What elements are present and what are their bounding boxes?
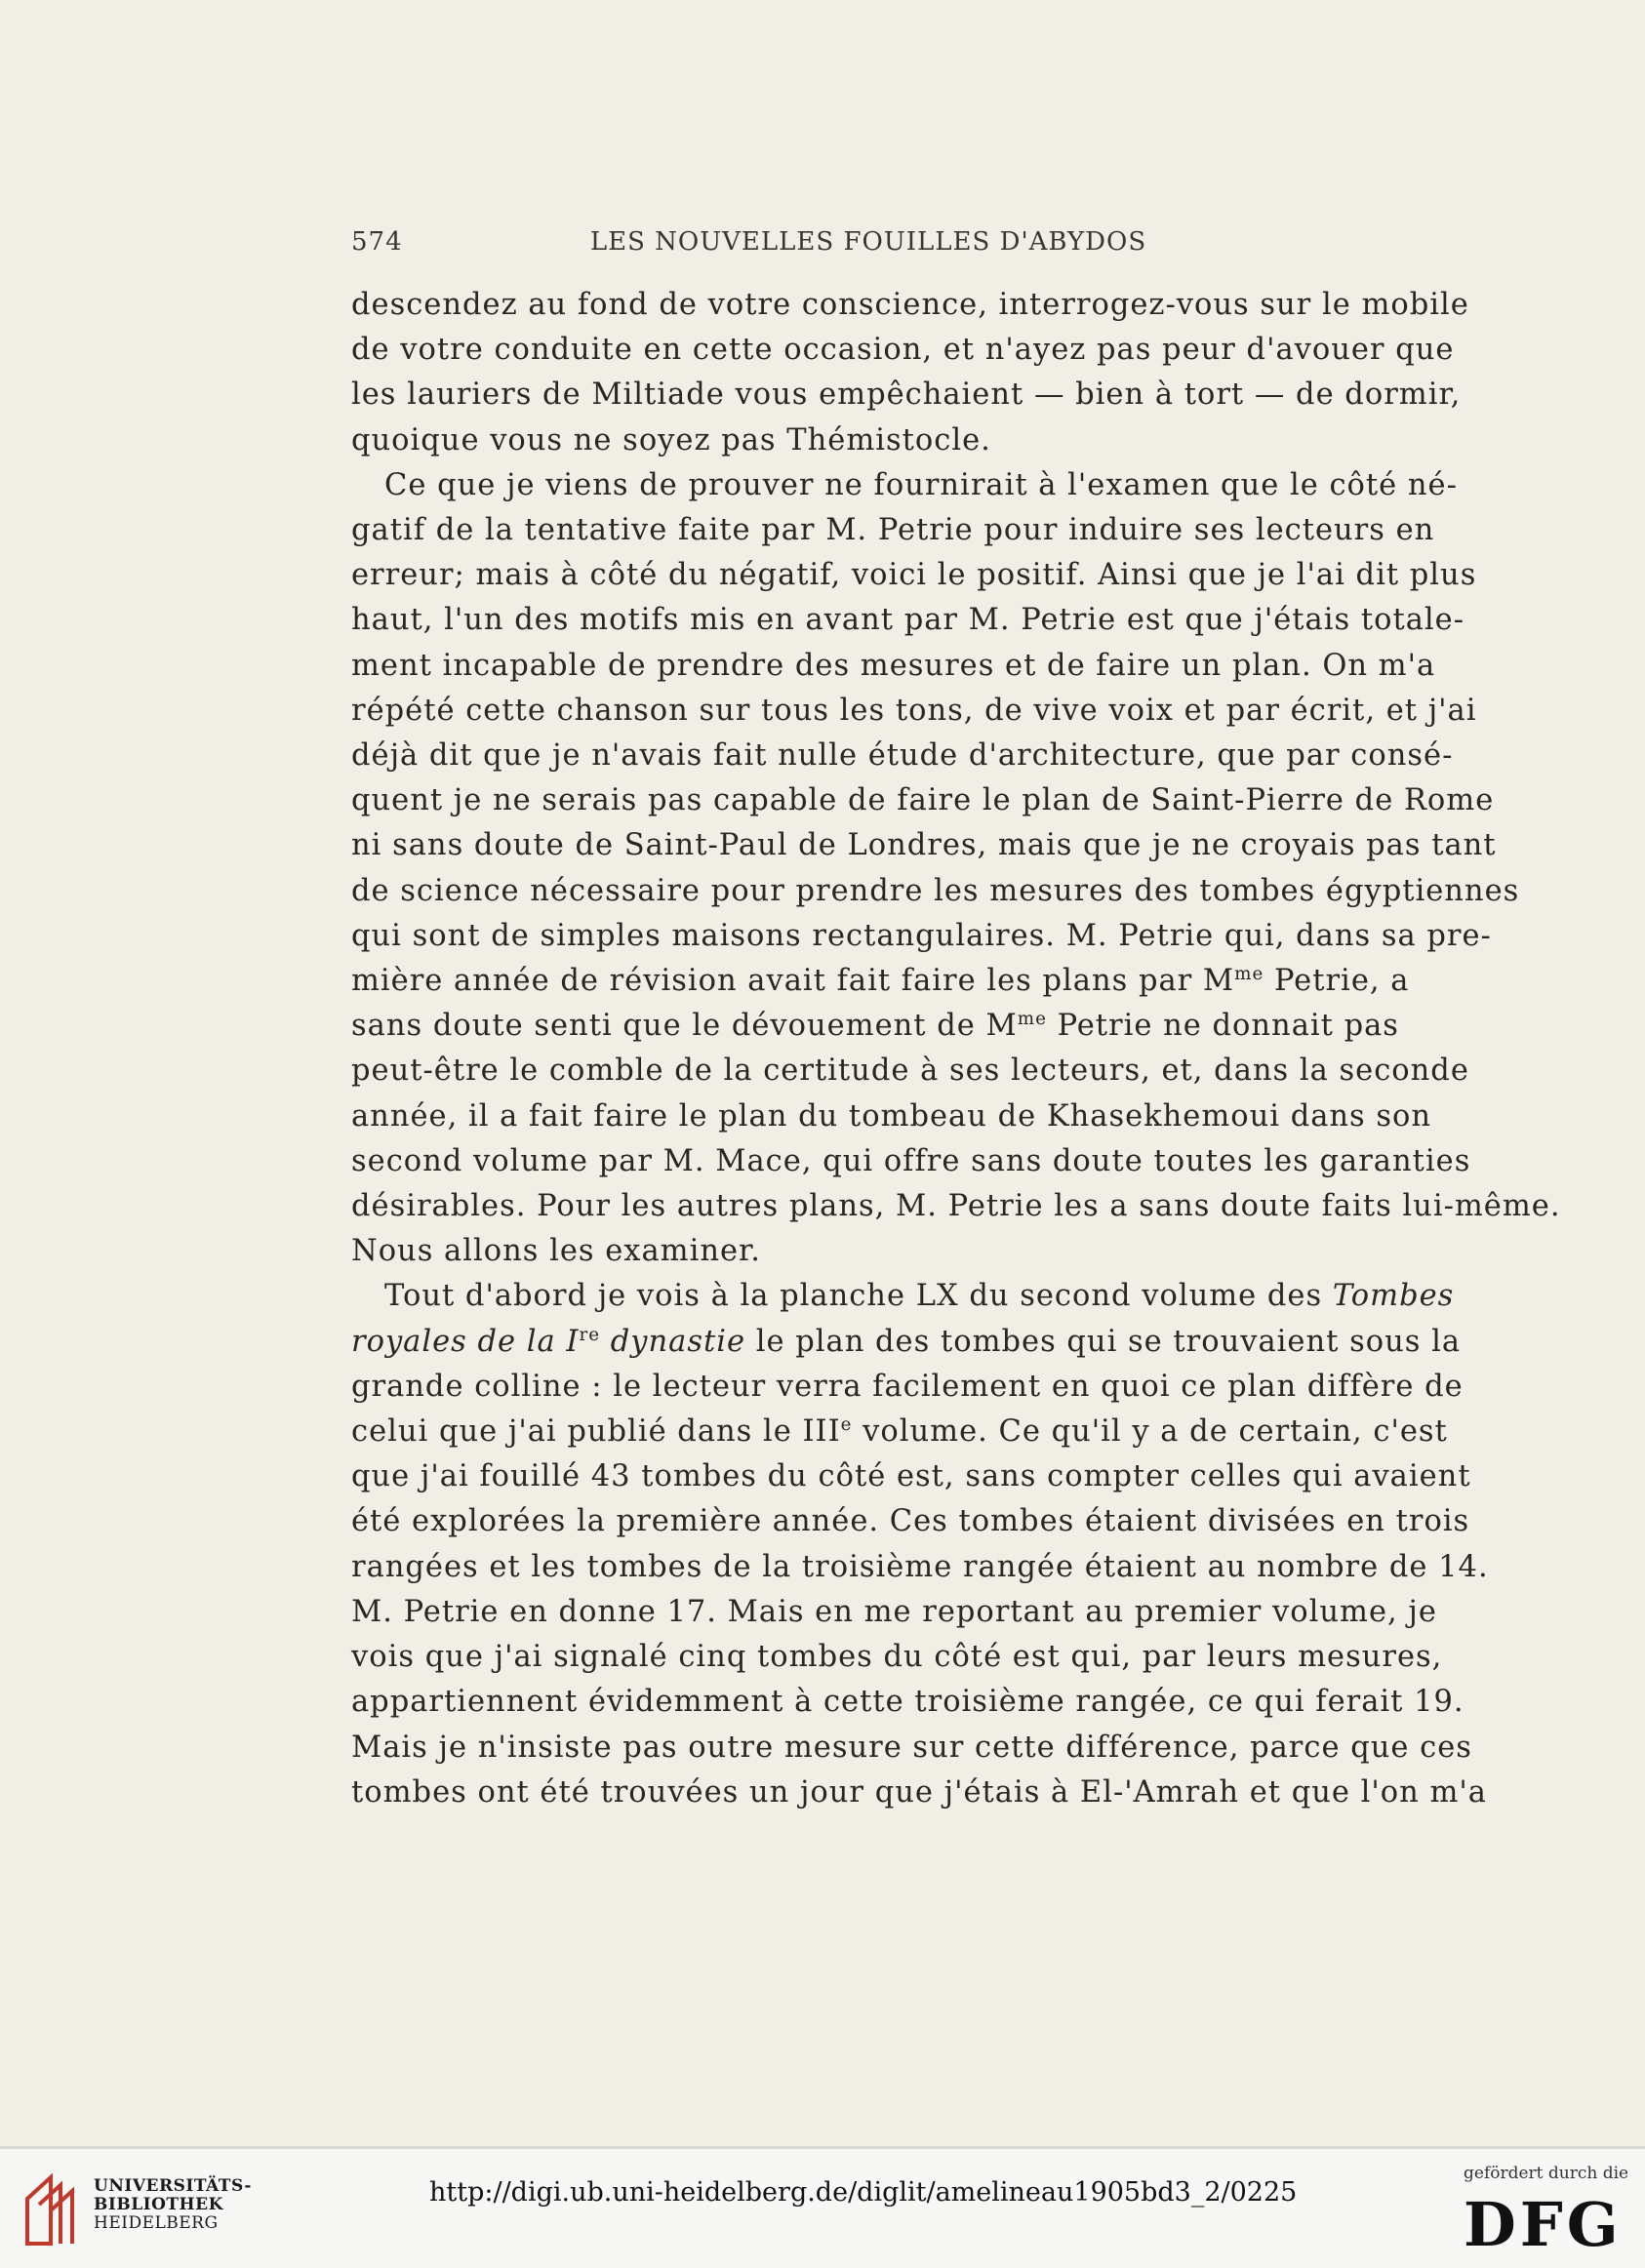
library-name-line: HEIDELBERG (94, 2213, 219, 2233)
text-line: désirables. Pour les autres plans, M. Petrie les a sans doute faits lui-même. (351, 1189, 1561, 1224)
text-line: les lauriers de Miltiade vous empêchaient — bien à tort — de dormir, (351, 378, 1462, 413)
text-line: haut, l'un des motifs mis en avant par M. Petrie est que j'étais totale- (351, 603, 1465, 638)
text-line: tombes ont été trouvées un jour que j'étais à El-'Amrah et que l'on m'a (351, 1774, 1487, 1810)
funding-caption: gefördert durch die (1464, 2164, 1629, 2183)
text-line: erreur; mais à côté du négatif, voici le positif. Ainsi que je l'ai dit plus (351, 558, 1477, 593)
text-line: gatif de la tentative faite par M. Petrie pour induire ses lecteurs en (351, 513, 1435, 548)
paragraph (351, 283, 1469, 463)
library-name-line: BIBLIOTHEK (94, 2195, 223, 2214)
paragraph (351, 463, 1561, 1275)
text-line: Mais je n'insiste pas outre mesure sur cette différence, parce que ces (351, 1730, 1472, 1765)
text-line: Tout d'abord je vois à la planche LX du second volume des Tombes (384, 1279, 1455, 1314)
text-line: été explorées la première année. Ces tombes étaient divisées en trois (351, 1504, 1470, 1539)
text-line: ni sans doute de Saint-Paul de Londres, mais que je ne croyais pas tant (351, 828, 1497, 863)
text-line: répété cette chanson sur tous les tons, de vive voix et par écrit, et j'ai (351, 693, 1477, 728)
body-text (351, 283, 1561, 1815)
text-line: quent je ne serais pas capable de faire le plan de Saint-Pierre de Rome (351, 783, 1495, 818)
text-line: qui sont de simples maisons rectangulaires. M. Petrie qui, dans sa pre- (351, 918, 1492, 953)
page-number: 574 (351, 227, 403, 257)
text-line: de science nécessaire pour prendre les mesures des tombes égyptiennes (351, 873, 1520, 908)
text-line: descendez au fond de votre conscience, interrogez-vous sur le mobile (351, 288, 1469, 322)
footer-divider (0, 2146, 1645, 2149)
university-library-name (94, 2177, 252, 2233)
text-line: Ce que je viens de prouver ne fournirait à l'examen que le côté né- (384, 467, 1458, 502)
text-line: année, il a fait faire le plan du tombeau de Khasekhemoui dans son (351, 1098, 1432, 1134)
text-line: peut-être le comble de la certitude à ses lecteurs, et, dans la seconde (351, 1054, 1469, 1089)
text-line: Nous allons les examiner. (351, 1234, 761, 1269)
text-line: mière année de révision avait fait faire les plans par $M^{me}$ Petrie, a (351, 964, 1410, 999)
dfg-logo: DFG (1464, 2189, 1623, 2260)
text-line: de votre conduite en cette occasion, et n'ayez pas peur d'avouer que (351, 333, 1455, 368)
text-line: rangées et les tombes de la troisième rangée étaient au nombre de 14. (351, 1549, 1489, 1584)
text-line: sans doute senti que le dévouement de $M^{me}$ Petrie ne donnait pas (351, 1009, 1399, 1044)
text-line: grande colline : le lecteur verra facilement en quoi ce plan diffère de (351, 1369, 1464, 1404)
text-line: appartiennent évidemment à cette troisième rangée, ce qui ferait 19. (351, 1685, 1464, 1720)
library-name-line: UNIVERSITÄTS- (94, 2176, 252, 2196)
text-line: quoique vous ne soyez pas Thémistocle. (351, 422, 991, 458)
text-line: royales de la Ire dynastie le plan des tombes qui se trouvaient sous la (351, 1324, 1462, 1359)
page-header (351, 227, 1385, 266)
text-line: celui que j'ai publié dans le IIIe volume. Ce qu'il y a de certain, c'est (351, 1414, 1448, 1450)
running-title: LES NOUVELLES FOUILLES D'ABYDOS (589, 227, 1147, 257)
university-library-logo-icon (21, 2171, 82, 2249)
text-line: que j'ai fouillé 43 tombes du côté est, sans compter celles qui avaient (351, 1459, 1471, 1494)
text-line: ment incapable de prendre des mesures et de faire un plan. On m'a (351, 648, 1436, 683)
text-line: déjà dit que je n'avais fait nulle étude d'architecture, que par consé- (351, 738, 1454, 774)
permalink-url[interactable]: http://digi.ub.uni-heidelberg.de/diglit/amelineau1905bd3_2/0225 (429, 2177, 1298, 2208)
paragraph (351, 1274, 1489, 1814)
text-line: second volume par M. Mace, qui offre sans doute toutes les garanties (351, 1143, 1471, 1178)
text-line: M. Petrie en donne 17. Mais en me reportant au premier volume, je (351, 1594, 1437, 1629)
text-line: vois que j'ai signalé cinq tombes du côté est qui, par leurs mesures, (351, 1640, 1443, 1675)
